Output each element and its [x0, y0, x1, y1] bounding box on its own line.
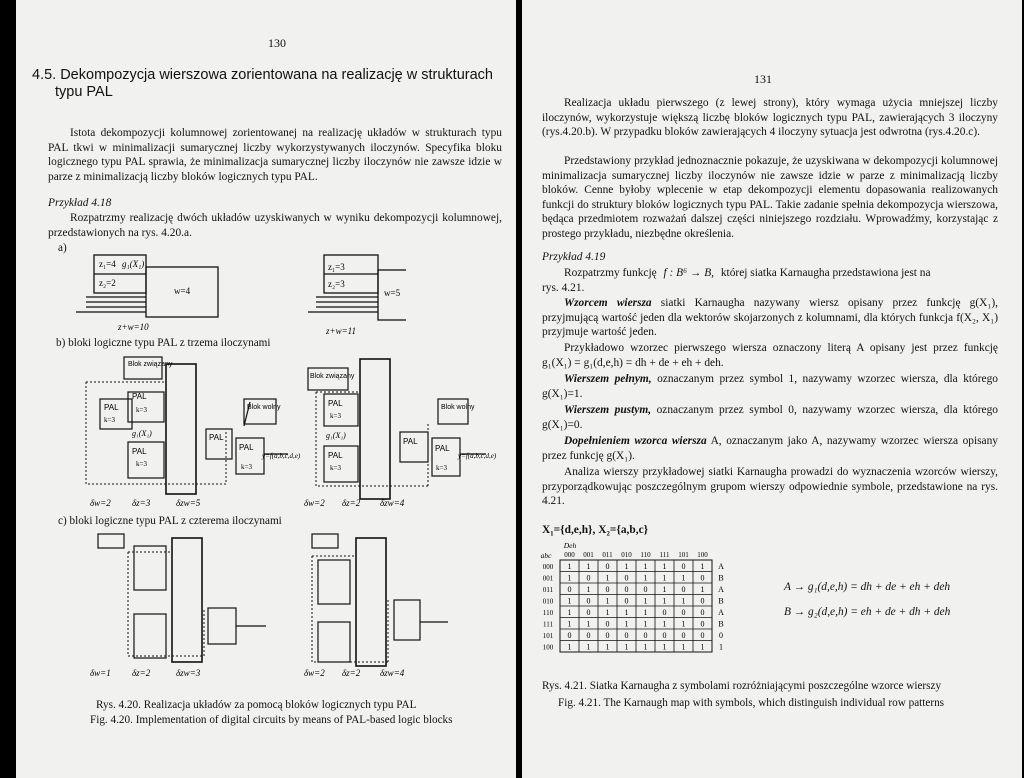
example-paragraph: Przykładowo wzorzec pierwszego wiersza oznaczony literą A opisany jest przez funkcję g₁(X₁) = g₁(d,e,h) = dh + de + eh + deh.	[542, 342, 998, 369]
k-label: k=3	[436, 464, 447, 472]
kmap-cell: 0	[700, 596, 705, 606]
section-title: 4.5. Dekompozycja wierszowa zorientowana na realizację w strukturach typu PAL	[32, 67, 493, 100]
delta-zw: δzw=5	[176, 498, 201, 508]
diagram-b	[76, 354, 496, 512]
kmap-cell: 0	[586, 631, 591, 640]
kmap-cell: 0	[700, 608, 705, 617]
kmap-cell: 0	[586, 573, 591, 583]
figure-caption-pl: Rys. 4.21. Siatka Karnaugha z symbolami rozróżniającymi poszczególne wzorce wierszy	[542, 680, 942, 692]
pal-label: PAL	[132, 447, 147, 456]
right-page	[522, 0, 1022, 778]
row-header: 101	[542, 632, 554, 640]
kmap-cell: 1	[643, 596, 648, 606]
z2-label: z₂=3	[328, 279, 345, 289]
diagram-a	[76, 250, 406, 345]
z2-label: z₂=2	[99, 278, 116, 288]
kmap-cell: 0	[643, 585, 648, 594]
kmap-cell: 0	[586, 596, 591, 606]
kmap-cell: 0	[605, 562, 610, 571]
example-text: Rozpatrzmy realizację dwóch układów uzyskiwanych w wyniku dekompozycji kolumnowej, przedstawionych na rys. 4.20.a.	[48, 212, 502, 239]
kmap-cell: 1	[643, 573, 648, 583]
kmap-cell: 1	[605, 573, 610, 583]
left-page	[16, 0, 516, 778]
kmap-cell: 0	[605, 631, 610, 640]
kmap-cell: 1	[586, 585, 591, 594]
row-header: 001	[542, 574, 554, 583]
figure-caption-pl: Rys. 4.20. Realizacja układów za pomocą bloków logicznych typu PAL	[96, 699, 417, 711]
part-a-label: a)	[58, 242, 67, 254]
z1-label: z₁=3	[328, 262, 345, 272]
pal-label: PAL	[435, 444, 450, 453]
kmap-cell: 1	[662, 619, 667, 629]
bound-block-label: Blok związany	[310, 373, 355, 380]
kmap-cell: 0	[681, 562, 686, 571]
kmap-cell: 0	[624, 596, 629, 606]
pal-label: PAL	[328, 451, 343, 460]
bound-block-label: Blok związany	[128, 361, 173, 368]
delta-w: δw=2	[90, 498, 111, 508]
kmap-cell: 1	[643, 642, 648, 652]
kmap-cell: 1	[567, 573, 572, 583]
row-symbol: 0	[719, 631, 723, 640]
kmap-cell: 0	[624, 585, 629, 594]
column-header: 001	[583, 551, 594, 559]
kmap-cell: 0	[567, 631, 572, 640]
page-number: 131	[754, 72, 772, 86]
figure-caption-en: Fig. 4.21. The Karnaugh map with symbols, which distinguish individual row patterns	[558, 697, 945, 709]
kmap-cell: 1	[681, 619, 686, 629]
column-header: 110	[640, 551, 651, 559]
column-header: 101	[678, 551, 689, 559]
row-symbol: A	[718, 608, 724, 617]
paragraph-1: Realizacja układu pierwszego (z lewej strony), który wymaga użycia mniejszej liczby iloczynów, wykorzystuje większą liczbę bloków logicznych typu PAL, zawierających 3 iloczyny (rys.4.20.b). W przypadku bloków zawierających 4 iloczyny sytuacja jest odwrotna (rys.4.20.c).	[542, 97, 998, 138]
kmap-cell: 1	[624, 562, 629, 571]
part-c-label: c) bloki logiczne typu PAL z czterema iloczynami	[58, 515, 282, 527]
delta-zw: δzw=4	[380, 668, 405, 678]
z1-label: z₁=4	[99, 259, 116, 269]
row-variable-label: abc	[540, 551, 552, 560]
kmap-cell: 0	[605, 619, 610, 629]
pal-label: PAL	[403, 437, 418, 446]
kmap-cell: 1	[567, 562, 572, 571]
row-symbol: B	[718, 596, 724, 606]
kmap-cell: 1	[662, 573, 667, 583]
kmap-cell: 1	[662, 585, 667, 594]
example-label: Przykład 4.19	[542, 251, 606, 263]
free-block-label: Blok wolny	[247, 404, 281, 411]
g1-label: g₁(X₁)	[132, 429, 152, 438]
kmap-cell: 0	[605, 585, 610, 594]
delta-zw: δzw=3	[176, 668, 201, 678]
column-header: 010	[621, 551, 632, 559]
kmap-cell: 1	[662, 642, 667, 652]
kmap-cell: 0	[662, 608, 667, 617]
pal-label: PAL	[239, 443, 254, 452]
definition-dopelnienie: Dopełnieniem wzorca wiersza A, oznaczanym jako A, nazywamy wzorzec wiersza opisany przez funkcję g(X₁).	[542, 435, 998, 462]
delta-w: δw=2	[304, 498, 325, 508]
kmap-cell: 1	[605, 642, 610, 652]
k-label: k=3	[330, 464, 341, 472]
kmap-cell: 0	[643, 631, 648, 640]
kmap-cell: 0	[624, 573, 629, 583]
paragraph-2: Przedstawiony przykład jednoznacznie pokazuje, że uzyskiwana w dekompozycji kolumnowej minimalizacja sumarycznej liczby iloczynów nie zawsze idzie w parze z minimalizacją liczby bloków. Cenne byłoby wplecenie w etap dekompozycji elementu dopasowania realizowanych funkcji do struktury bloków logicznych typu PAL. Takie zadanie spełnia dekompozycja wierszowa, będąca przedmiotem rozważań dalszej części niniejszego rozdziału. Wprowadźmy, korzystając z prostego przykładu, niezbędne określenia.	[542, 155, 998, 240]
w-label: w=5	[384, 288, 401, 298]
intro-paragraph: Istota dekompozycji kolumnowej zorientowanej na realizację układów w strukturach typu PAL tkwi w minimalizacji sumarycznej liczby wykorzystywanych iloczynów. Specyfika bloku logicznego typu PAL sprawia, że minimalizacja sumarycznej liczby iloczynów nie zawsze idzie w parze z minimalizacją liczby bloków logicznych typu PAL.	[48, 127, 502, 183]
k-label: k=3	[136, 460, 147, 468]
row-symbol: B	[718, 573, 724, 583]
g1-label: g₁(X₁)	[122, 259, 145, 269]
kmap-cell: 1	[605, 596, 610, 606]
row-symbol: A	[718, 562, 724, 571]
analysis-paragraph: Analiza wierszy przykładowej siatki Karnaugha prowadzi do wyznaczenia wzorców wierszy, przyporządkowując poszczególnym grupom wierszy odpowiednie symbole, przedstawione na rys. 4.21.	[542, 466, 998, 507]
kmap-cell: 1	[624, 619, 629, 629]
column-variable-label: Deh	[563, 541, 577, 550]
kmap-cell: 1	[586, 619, 591, 629]
example-intro: Rozpatrzmy funkcję f : B⁶ → B, której siatka Karnaugha przedstawiona jest na rys. 4.21.	[542, 267, 931, 294]
kmap-cell: 1	[643, 562, 648, 571]
kmap-cell: 0	[681, 608, 686, 617]
kmap-cell: 0	[586, 608, 591, 617]
pal-label: PAL	[328, 399, 343, 408]
equation-a: A → g₁(d,e,h) = dh + de + eh + deh	[784, 581, 951, 593]
kmap-cell: 1	[605, 608, 610, 617]
column-header: 111	[659, 551, 670, 559]
k-label: k=3	[104, 416, 115, 424]
row-symbol: 1	[719, 642, 723, 652]
kmap-cell: 1	[624, 642, 629, 652]
kmap-cell: 0	[662, 631, 667, 640]
definition-pelny: Wierszem pełnym, oznaczanym przez symbol 1, nazywamy wzorzec wiersza, dla którego g(X₁)=1.	[542, 373, 998, 400]
kmap-cell: 0	[624, 631, 629, 640]
kmap-cell: 1	[700, 585, 705, 594]
column-header: 100	[697, 551, 708, 559]
kmap-cell: 1	[681, 642, 686, 652]
sum-label: z+w=11	[326, 326, 356, 336]
diagram-c	[76, 530, 496, 682]
pal-label: PAL	[104, 403, 119, 412]
kmap-cell: 1	[586, 642, 591, 652]
k-label: k=3	[136, 406, 147, 414]
row-header: 100	[542, 643, 554, 652]
definition-wzorzec: Wzorcem wiersza siatki Karnaugha nazywany wiersz opisany przez funkcję g(X₁), przyjmującą wartość jeden dla wektorów skojarzonych z kolumnami, dla których funkcja f(X₂, X₁) przyjmuje wartość jeden.	[542, 297, 998, 338]
row-symbol: B	[718, 619, 724, 629]
row-header: 110	[542, 609, 554, 617]
kmap-cell: 0	[567, 585, 572, 594]
page-number: 130	[268, 36, 286, 50]
kmap-cell: 0	[700, 631, 705, 640]
column-header: 000	[564, 551, 575, 559]
example-label: Przykład 4.18	[48, 197, 112, 209]
row-symbol: A	[718, 585, 724, 594]
kmap-cell: 1	[662, 596, 667, 606]
kmap-cell: 1	[643, 608, 648, 617]
definition-pusty: Wierszem pustym, oznaczanym przez symbol 0, nazywamy wzorzec wiersza, dla którego g(X₁)=0.	[542, 404, 999, 431]
kmap-cell: 1	[586, 562, 591, 571]
delta-z: δz=2	[342, 668, 361, 678]
kmap-cell: 1	[567, 608, 572, 617]
row-header: 010	[542, 597, 554, 606]
kmap-cell: 1	[624, 608, 629, 617]
kmap-cell: 1	[643, 619, 648, 629]
kmap-cell: 0	[700, 573, 705, 583]
row-header: 111	[543, 620, 553, 629]
pal-label: PAL	[132, 392, 147, 401]
kmap-cell: 1	[700, 642, 705, 652]
kmap-cell: 0	[700, 619, 705, 629]
free-block-label: Blok wolny	[441, 404, 475, 411]
kmap-cell: 1	[662, 562, 667, 571]
variable-sets: X₁={d,e,h}, X₂={a,b,c}	[542, 524, 649, 536]
kmap-cell: 1	[700, 562, 705, 571]
part-b-label: b) bloki logiczne typu PAL z trzema iloczynami	[56, 337, 271, 349]
k-label: k=3	[330, 412, 341, 420]
figure-caption-en: Fig. 4.20. Implementation of digital circuits by means of PAL-based logic blocks	[90, 714, 453, 726]
sum-label: z+w=10	[118, 322, 149, 332]
column-header: 011	[602, 551, 613, 559]
output-label: y=f(a,b,c,d,e)	[458, 452, 496, 460]
kmap-cell: 1	[567, 619, 572, 629]
g1-label: g₁(X₁)	[326, 431, 346, 440]
k-label: k=3	[241, 463, 252, 471]
kmap-cell: 0	[681, 585, 686, 594]
delta-z: δz=2	[342, 498, 361, 508]
delta-w: δw=1	[90, 668, 111, 678]
equation-b: B → g₂(d,e,h) = eh + de + dh + deh	[784, 606, 951, 618]
delta-w: δw=2	[304, 668, 325, 678]
output-label: y=f(a,b,c,d,e)	[262, 452, 301, 460]
delta-z: δz=3	[132, 498, 151, 508]
row-header: 011	[542, 586, 554, 594]
kmap-cell: 1	[681, 596, 686, 606]
w-label: w=4	[174, 286, 191, 296]
delta-zw: δzw=4	[380, 498, 405, 508]
kmap-cell: 1	[567, 596, 572, 606]
delta-z: δz=2	[132, 668, 151, 678]
karnaugh-map	[536, 540, 766, 655]
kmap-cell: 1	[681, 573, 686, 583]
kmap-cell: 0	[681, 631, 686, 640]
row-header: 000	[542, 563, 554, 571]
kmap-cell: 1	[567, 642, 572, 652]
pal-label: PAL	[209, 433, 224, 442]
